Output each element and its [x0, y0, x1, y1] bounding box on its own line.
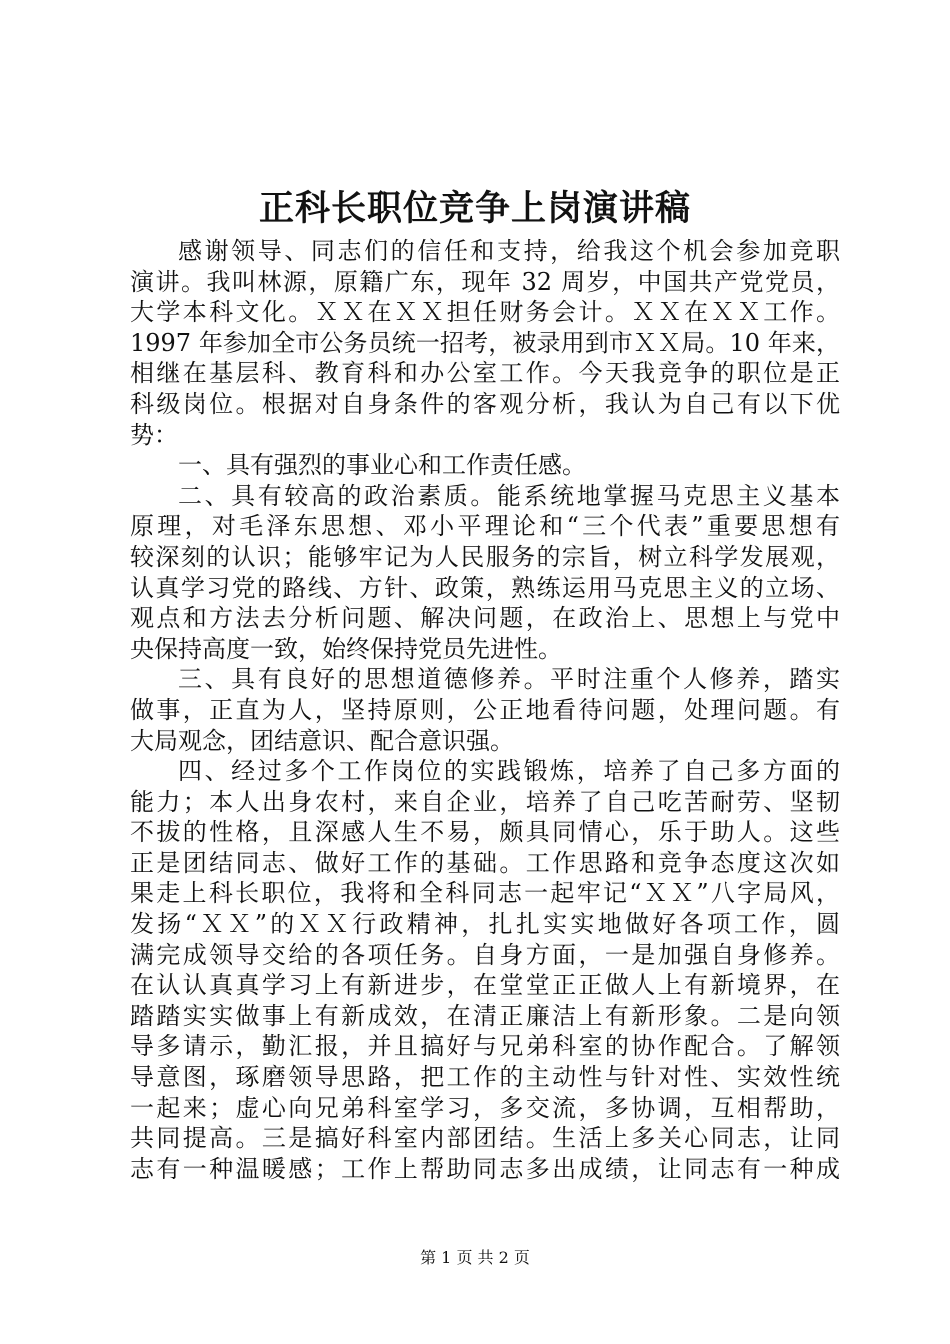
page-number: 第 1 页 共 2 页 — [420, 1248, 530, 1267]
text-line: 一起来；虚心向兄弟科室学习，多交流，多协调，互相帮助， — [130, 1093, 840, 1122]
text-line: 能力；本人出身农村，来自企业，培养了自己吃苦耐劳、坚韧 — [130, 787, 840, 816]
text-line: 四、经过多个工作岗位的实践锻炼，培养了自己多方面的 — [178, 757, 840, 786]
text-line: 认真学习党的路线、方针、政策，熟练运用马克思主义的立场、 — [130, 573, 840, 602]
text-line: 导意图，琢磨领导思路，把工作的主动性与针对性、实效性统 — [130, 1063, 840, 1092]
text-line: 志有一种温暖感；工作上帮助同志多出成绩，让同志有一种成 — [130, 1154, 840, 1183]
text-line: 发扬“ＸＸ”的ＸＸ行政精神，扎扎实实地做好各项工作，圆 — [130, 910, 840, 939]
text-line: 大局观念，团结意识、配合意识强。 — [130, 726, 514, 755]
text-line: 感谢领导、同志们的信任和支持，给我这个机会参加竞职 — [178, 237, 840, 265]
text-line: 势： — [130, 420, 178, 449]
text-line: 导多请示，勤汇报，并且搞好与兄弟科室的协作配合。了解领 — [130, 1032, 840, 1061]
text-line: 做事，正直为人，坚持原则，公正地看待问题，处理问题。有 — [130, 695, 840, 724]
document-body — [130, 236, 840, 1184]
text-line: 在认认真真学习上有新进步，在堂堂正正做人上有新境界，在 — [130, 971, 840, 1000]
text-line: 二、具有较高的政治素质。能系统地掌握马克思主义基本 — [178, 481, 840, 510]
text-line: 正是团结同志、做好工作的基础。工作思路和竞争态度这次如 — [130, 848, 840, 877]
text-line: 不拔的性格，且深感人生不易，颇具同情心，乐于助人。这些 — [130, 818, 840, 847]
text-line: 演讲。我叫林源，原籍广东，现年 32 周岁，中国共产党党员， — [130, 267, 840, 296]
text-line: 大学本科文化。ＸＸ在ＸＸ担任财务会计。ＸＸ在ＸＸ工作。 — [130, 298, 840, 327]
text-line: 科级岗位。根据对自身条件的客观分析，我认为自己有以下优 — [130, 389, 840, 418]
text-line: 一、具有强烈的事业心和工作责任感。 — [178, 451, 586, 480]
text-line: 满完成领导交给的各项任务。自身方面，一是加强自身修养。 — [130, 940, 840, 969]
text-line: 较深刻的认识；能够牢记为人民服务的宗旨，树立科学发展观， — [130, 542, 840, 571]
text-line: 共同提高。三是搞好科室内部团结。生活上多关心同志，让同 — [130, 1124, 840, 1153]
text-line: 三、具有良好的思想道德修养。平时注重个人修养，踏实 — [178, 665, 840, 694]
text-line: 果走上科长职位，我将和全科同志一起牢记“ＸＸ”八字局风， — [130, 879, 840, 908]
text-line: 央保持高度一致，始终保持党员先进性。 — [130, 634, 562, 663]
text-line: 原理，对毛泽东思想、邓小平理论和“三个代表”重要思想有 — [130, 512, 840, 541]
text-line: 观点和方法去分析问题、解决问题，在政治上、思想上与党中 — [130, 604, 840, 633]
text-line: 1997 年参加全市公务员统一招考，被录用到市ＸＸ局。10 年来， — [130, 328, 840, 357]
page-title: 正科长职位竞争上岗演讲稿 — [258, 188, 691, 229]
text-line: 踏踏实实做事上有新成效，在清正廉洁上有新形象。二是向领 — [130, 1001, 840, 1030]
text-line: 相继在基层科、教育科和办公室工作。今天我竞争的职位是正 — [130, 359, 840, 388]
